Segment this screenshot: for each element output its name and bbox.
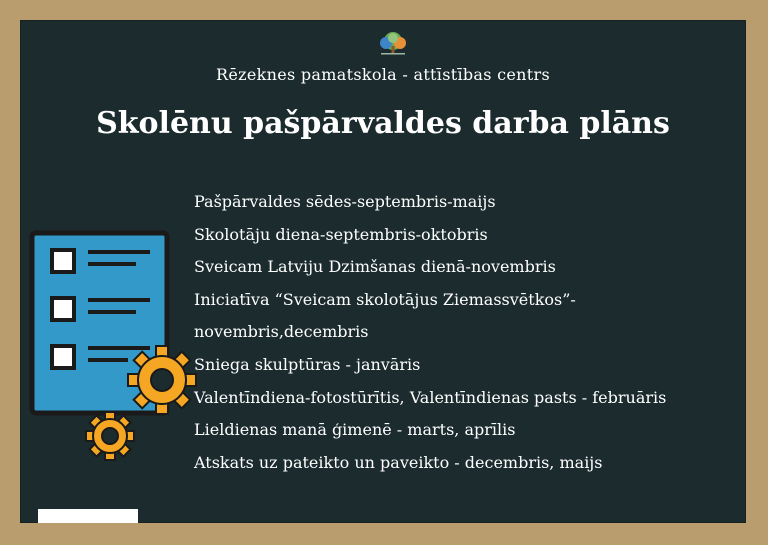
- chalk-piece: [38, 509, 138, 523]
- checklist-with-gears-icon: [10, 228, 200, 468]
- plan-item: Sveicam Latviju Dzimšanas dienā-novembris: [194, 257, 556, 277]
- plan-item: Skolotāju diena-septembris-oktobris: [194, 224, 488, 244]
- plan-list: [194, 186, 734, 479]
- plan-item: Pašpārvaldes sēdes-septembris-maijs: [194, 192, 496, 211]
- page-title: Skolēnu pašpārvaldes darba plāns: [96, 106, 670, 141]
- plan-item: Iniciatīva “Sveicam skolotājus Ziemassvētkos”-: [194, 289, 576, 309]
- plan-item: Valentīndiena-fotostūrītis, Valentīndienas pasts - februāris: [194, 387, 667, 407]
- plan-item: Lieldienas manā ģimenē - marts, aprīlis: [194, 420, 516, 440]
- school-name: Rēzeknes pamatskola - attīstības centrs: [216, 65, 550, 84]
- plan-item: Sniega skulptūras - janvāris: [194, 354, 421, 374]
- plan-item: novembris,decembris: [194, 322, 369, 342]
- chalkboard: [20, 20, 746, 523]
- plan-item: Atskats uz pateikto un paveikto - decembris, maijs: [194, 452, 603, 472]
- school-tree-logo-icon: [375, 30, 411, 56]
